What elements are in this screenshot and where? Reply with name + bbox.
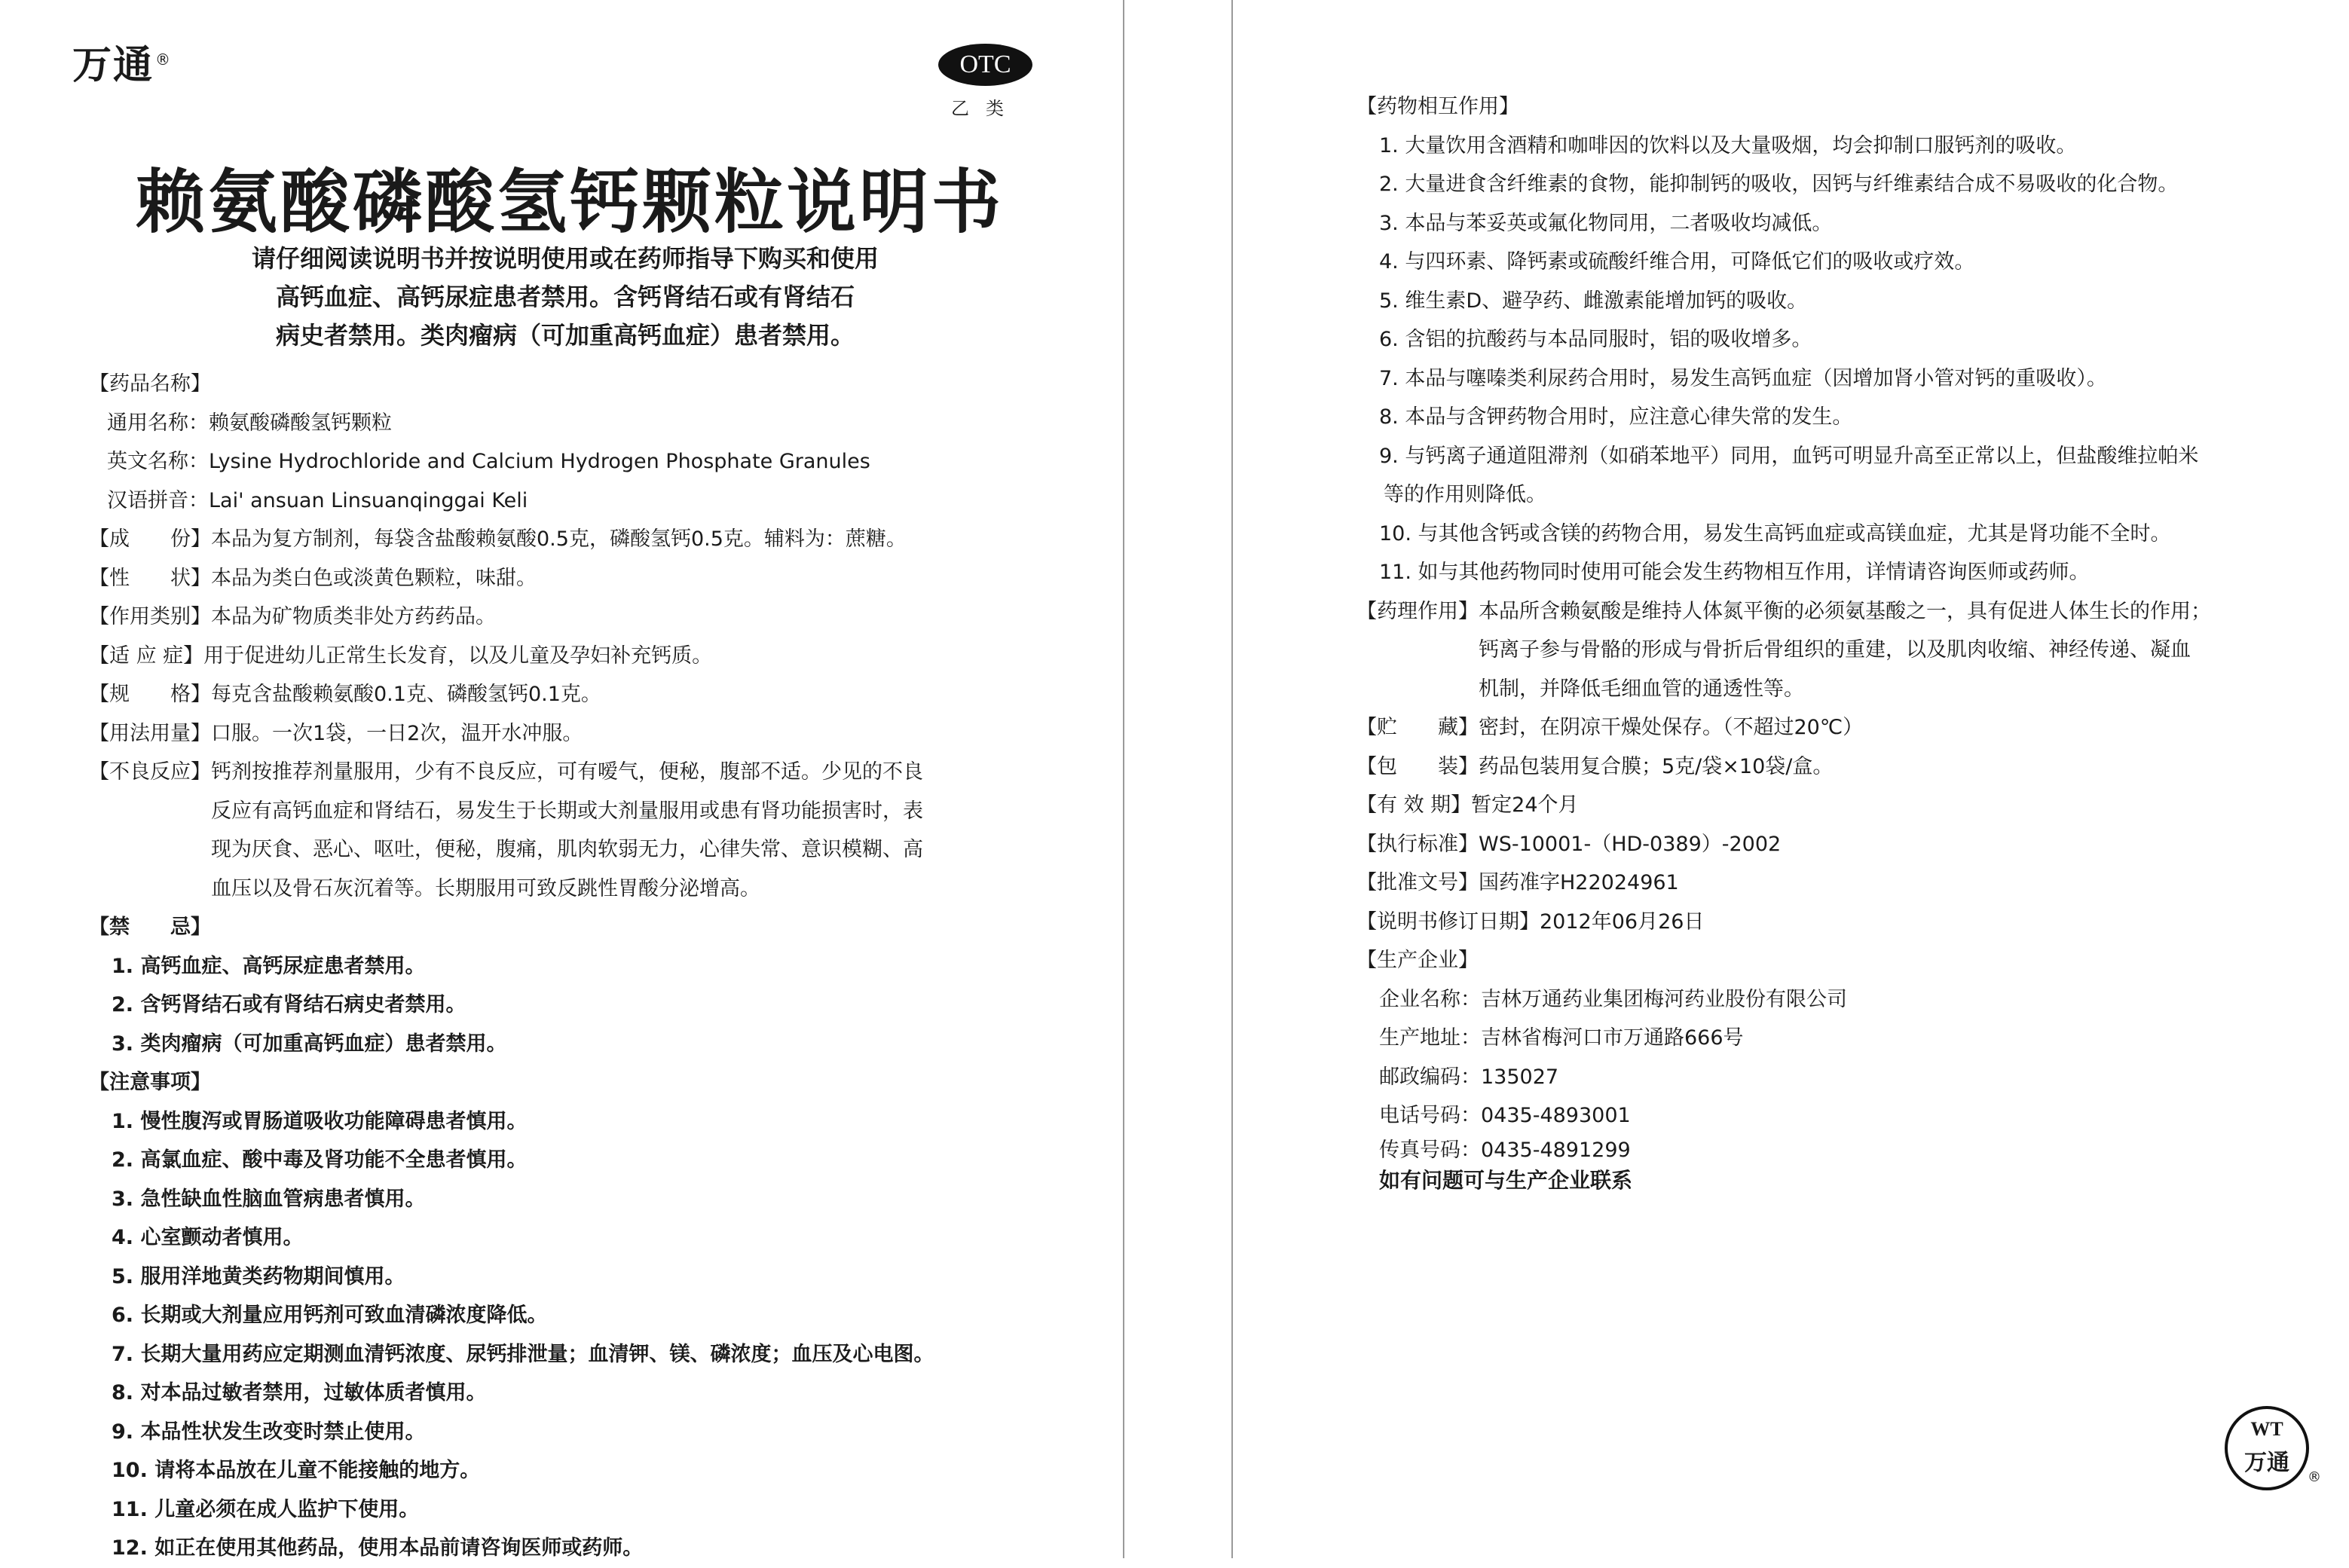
field-dosage xyxy=(89,714,1031,753)
field-value: 本品为矿物质类非处方药药品。 xyxy=(211,605,496,628)
field-adverse-reactions xyxy=(89,753,1031,908)
field-value: 2012年06月26日 xyxy=(1540,909,1705,934)
field-expiry xyxy=(1356,786,2299,825)
otc-badge: OTC xyxy=(938,44,1032,86)
interaction-item: 3. 本品与苯妥英或氟化物同用，二者吸收均减低。 xyxy=(1379,211,1833,235)
contact-note: 如有问题可与生产企业联系 xyxy=(1379,1167,1633,1193)
field-label: 【成 份】 xyxy=(89,527,211,551)
field-label: 【执行标准】 xyxy=(1356,832,1479,856)
field-label: 【不良反应】 xyxy=(89,760,211,784)
field-indications xyxy=(89,637,1031,676)
precaution-item: 6. 长期或大剂量应用钙剂可致血清磷浓度降低。 xyxy=(112,1304,548,1327)
left-column xyxy=(89,365,1031,1568)
section-header-drug-name: 【药品名称】 xyxy=(89,372,211,396)
field-label: 【包 装】 xyxy=(1356,754,1479,778)
precaution-item: 1. 慢性腹泻或胃肠道吸收功能障碍患者慎用。 xyxy=(112,1109,528,1133)
field-label: 【作用类别】 xyxy=(89,605,211,628)
field-value: 本品为复方制剂，每袋含盐酸赖氨酸0.5克，磷酸氢钙0.5克。辅料为：蔗糖。 xyxy=(211,527,907,551)
field-label: 【性 状】 xyxy=(89,566,211,590)
field-label: 【药理作用】 xyxy=(1356,599,1479,623)
pharmacology-line: 本品所含赖氨酸是维持人体氮平衡的必须氨基酸之一，具有促进人体生长的作用； xyxy=(1479,599,2211,623)
manufacturer-item: 传真号码：0435-4891299 xyxy=(1379,1138,1631,1162)
field-label: 【适 应 症】 xyxy=(89,643,204,668)
logo-registered-mark: ® xyxy=(2308,1469,2321,1485)
adverse-line: 现为厌食、恶心、呕吐，便秘，腹痛，肌肉软弱无力，心律失常、意识模糊、高 xyxy=(211,838,923,861)
field-value: 口服。一次1袋，一日2次，温开水冲服。 xyxy=(211,721,583,745)
interaction-item: 10. 与其他含钙或含镁的药物合用，易发生高钙血症或高镁血症，尤其是肾功能不全时。 xyxy=(1379,521,2171,546)
field-label: 【有 效 期】 xyxy=(1356,793,1472,817)
field-value: 药品包装用复合膜；5克/袋×10袋/盒。 xyxy=(1479,754,1834,778)
field-packaging xyxy=(1356,747,2299,787)
interaction-item: 11. 如与其他药物同时使用可能会发生药物相互作用，详情请咨询医师或药师。 xyxy=(1379,561,2090,584)
field-ingredients xyxy=(89,520,1031,559)
adverse-text xyxy=(211,753,923,908)
section-header-contraindications: 【禁 忌】 xyxy=(89,915,211,939)
field-value: 暂定24个月 xyxy=(1471,793,1579,817)
field-pharmacology xyxy=(1356,592,2299,709)
manufacturer-item: 电话号码：0435-4893001 xyxy=(1379,1104,1631,1127)
adverse-line: 钙剂按推荐剂量服用，少有不良反应，可有嗳气，便秘，腹部不适。少见的不良 xyxy=(211,760,923,784)
field-value: 国药准字H22024961 xyxy=(1479,871,1679,894)
section-header-manufacturer: 【生产企业】 xyxy=(1356,949,1479,972)
field-specification xyxy=(89,675,1031,714)
precaution-item: 7. 长期大量用药应定期测血清钙浓度、尿钙排泄量；血清钾、镁、磷浓度；血压及心电图。 xyxy=(112,1342,934,1366)
field-label: 【规 格】 xyxy=(89,683,211,706)
notice-line: 病史者禁用。类肉瘤病（可加重高钙血症）患者禁用。 xyxy=(275,321,855,350)
interaction-item: 9. 与钙离子通道阻滞剂（如硝苯地平）同用，血钙可明显升高至正常以上，但盐酸维拉帕米 xyxy=(1379,444,2199,468)
logo-letters: WT xyxy=(2250,1418,2283,1440)
generic-name: 通用名称：赖氨酸磷酸氢钙颗粒 xyxy=(107,411,392,435)
section-header-interactions: 【药物相互作用】 xyxy=(1356,95,1519,118)
precaution-item: 11. 儿童必须在成人监护下使用。 xyxy=(112,1497,420,1521)
fold-line-left xyxy=(1123,0,1124,1558)
field-storage xyxy=(1356,708,2299,747)
precaution-item: 3. 急性缺血性脑血管病患者慎用。 xyxy=(112,1187,426,1211)
fold-line-right xyxy=(1231,0,1233,1558)
notice-line: 高钙血症、高钙尿症患者禁用。含钙肾结石或有肾结石 xyxy=(275,283,855,311)
section-header-precautions: 【注意事项】 xyxy=(89,1071,211,1094)
interaction-item: 4. 与四环素、降钙素或硫酸纤维合用，可降低它们的吸收或疗效。 xyxy=(1379,250,1975,274)
field-label: 【用法用量】 xyxy=(89,721,211,745)
field-appearance xyxy=(89,559,1031,598)
interaction-item: 1. 大量饮用含酒精和咖啡因的饮料以及大量吸烟，均会抑制口服钙剂的吸收。 xyxy=(1379,133,2077,157)
field-label: 【说明书修订日期】 xyxy=(1356,909,1540,934)
precaution-item: 4. 心室颤动者慎用。 xyxy=(112,1226,304,1249)
registered-mark: ® xyxy=(155,50,173,69)
field-standard xyxy=(1356,825,2299,864)
field-label: 【批准文号】 xyxy=(1356,871,1479,894)
precaution-item: 12. 如正在使用其他药品，使用本品前请咨询医师或药师。 xyxy=(112,1536,644,1560)
contraindication-item: 2. 含钙肾结石或有肾结石病史者禁用。 xyxy=(112,993,466,1016)
brand-name: 万通 xyxy=(72,43,154,88)
interaction-item: 5. 维生素D、避孕药、雌激素能增加钙的吸收。 xyxy=(1379,289,1808,313)
field-approval-number xyxy=(1356,863,2299,903)
interaction-item: 7. 本品与噻嗪类利尿药合用时，易发生高钙血症（因增加肾小管对钙的重吸收）。 xyxy=(1379,366,2107,390)
interaction-item: 8. 本品与含钾药物合用时，应注意心律失常的发生。 xyxy=(1379,405,1853,429)
field-value: 密封，在阴凉干燥处保存。（不超过20℃） xyxy=(1479,716,1864,739)
field-value: 用于促进幼儿正常生长发育，以及儿童及孕妇补充钙质。 xyxy=(203,643,713,668)
brand-seal-logo xyxy=(2225,1406,2309,1490)
interaction-item: 6. 含铝的抗酸药与本品同服时，铝的吸收增多。 xyxy=(1379,328,1812,351)
otc-class-label: 乙类 xyxy=(951,98,1020,119)
english-name: 英文名称：Lysine Hydrochloride and Calcium Hydrogen Phosphate Granules xyxy=(107,450,870,473)
field-category xyxy=(89,598,1031,637)
document-title: 赖氨酸磷酸氢钙颗粒说明书 xyxy=(136,161,1005,243)
manufacturer-item: 邮政编码：135027 xyxy=(1379,1065,1559,1089)
precaution-item: 10. 请将本品放在儿童不能接触的地方。 xyxy=(112,1459,481,1482)
field-value: 本品为类白色或淡黄色颗粒，味甜。 xyxy=(211,566,537,590)
pharmacology-text xyxy=(1479,592,2211,709)
interaction-item: 2. 大量进食含纤维素的食物，能抑制钙的吸收，因钙与纤维素结合成不易吸收的化合物。 xyxy=(1379,173,2179,196)
contraindication-item: 3. 类肉瘤病（可加重高钙血症）患者禁用。 xyxy=(112,1032,507,1056)
adverse-line: 反应有高钙血症和肾结石，易发生于长期或大剂量服用或患有肾功能损害时，表 xyxy=(211,799,923,823)
right-column xyxy=(1356,87,2299,1196)
interaction-item-continued: 等的作用则降低。 xyxy=(1384,483,1546,506)
pharmacology-line: 机制，并降低毛细血管的通透性等。 xyxy=(1479,677,1804,701)
pinyin-name: 汉语拼音：Lai' ansuan Linsuanqinggai Keli xyxy=(107,488,528,512)
manufacturer-item: 企业名称：吉林万通药业集团梅河药业股份有限公司 xyxy=(1379,987,1847,1011)
notice-line: 请仔细阅读说明书并按说明使用或在药师指导下购买和使用 xyxy=(251,244,879,273)
brand-logo xyxy=(72,33,172,90)
pharmacology-line: 钙离子参与骨骼的形成与骨折后骨组织的重建，以及肌肉收缩、神经传递、凝血 xyxy=(1479,638,2191,662)
logo-mark: 万通 xyxy=(2244,1450,2289,1476)
field-value: WS-10001-（HD-0389）-2002 xyxy=(1479,832,1782,856)
precaution-item: 5. 服用洋地黄类药物期间慎用。 xyxy=(112,1264,405,1288)
contraindication-item: 1. 高钙血症、高钙尿症患者禁用。 xyxy=(112,954,426,978)
warning-notice xyxy=(226,240,904,355)
manufacturer-item: 生产地址：吉林省梅河口市万通路666号 xyxy=(1379,1026,1744,1050)
field-label: 【贮 藏】 xyxy=(1356,716,1479,739)
field-revision-date xyxy=(1356,903,2299,942)
precaution-item: 8. 对本品过敏者禁用，过敏体质者慎用。 xyxy=(112,1381,487,1404)
field-value: 每克含盐酸赖氨酸0.1克、磷酸氢钙0.1克。 xyxy=(211,683,601,706)
adverse-line: 血压以及骨石灰沉着等。长期服用可致反跳性胃酸分泌增高。 xyxy=(211,876,760,900)
precaution-item: 9. 本品性状发生改变时禁止使用。 xyxy=(112,1420,426,1444)
precaution-item: 2. 高氯血症、酸中毒及肾功能不全患者慎用。 xyxy=(112,1148,528,1172)
